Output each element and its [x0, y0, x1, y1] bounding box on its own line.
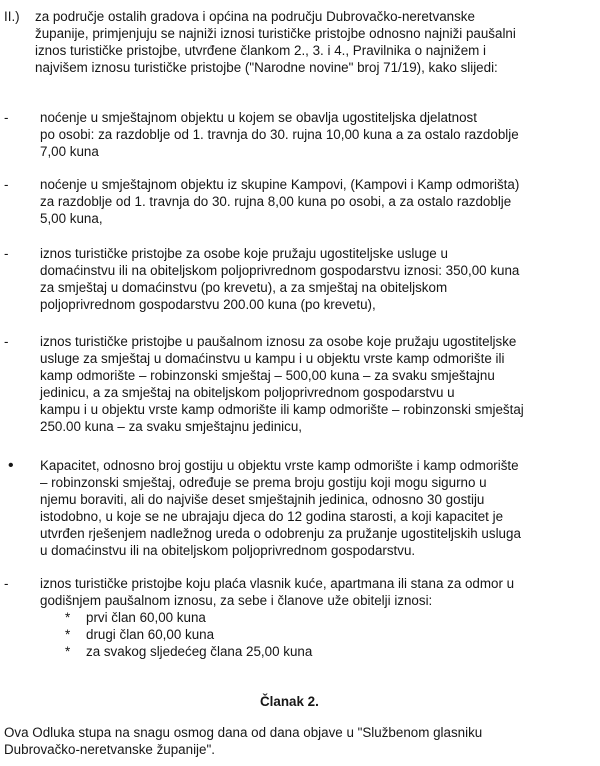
list-item-line: domaćinstvu ili na obiteljskom poljoprivrednom gospodarstvu iznosi: 350,00 kuna: [40, 263, 520, 278]
list-item-marker: -: [4, 246, 9, 261]
list-item-line: istodobno, u koje se ne ubrajaju djeca do 12 godina starosti, a koji kapacitet je: [40, 509, 504, 524]
list-item-marker: -: [4, 576, 9, 591]
list-item-marker: -: [4, 110, 9, 125]
list-item-line: iznos turističke pristojbe u paušalnom iznosu za osobe koje pružaju ugostiteljske: [40, 334, 517, 349]
list-item-line: iznos turističke pristojbe koju plaća vlasnik kuće, apartmana ili stana za odmor u: [40, 576, 515, 591]
list-item-line: noćenje u smještajnom objektu u kojem se obavlja ugostiteljska djelatnost: [40, 110, 477, 125]
list-item-marker: -: [4, 334, 9, 349]
list-item-line: po osobi: za razdoblje od 1. travnja do 30. rujna 10,00 kuna a za ostalo razdoblje: [40, 127, 519, 142]
sublist-item-text: prvi član 60,00 kuna: [86, 610, 206, 625]
list-item-line: njemu boraviti, ali do najviše deset smještajnih jedinica, odnosno 30 gostiju: [40, 492, 485, 507]
list-item-line: za razdoblje od 1. travnja do 30. rujna 8,00 kuna po osobi, a za ostalo razdoblje: [40, 194, 512, 209]
section-ii-line: iznos turističke pristojbe, utvrđene člankom 2., 3. i 4., Pravilnika o najnižem i: [35, 43, 487, 58]
section-ii-line: najvišem iznosu turističke pristojbe ("Narodne novine" broj 71/19), kako slijedi:: [35, 60, 498, 75]
sublist-item-marker: *: [65, 610, 71, 625]
sublist-item-marker: *: [65, 644, 71, 659]
sublist-item-text: drugi član 60,00 kuna: [86, 627, 215, 642]
list-item-line: kamp odmorište – robinzonski smještaj – 500,00 kuna – za svaku smještajnu: [40, 368, 495, 383]
article-heading: Članak 2.: [260, 694, 319, 709]
section-ii-marker: II.): [4, 9, 20, 24]
list-item-marker: -: [4, 177, 9, 192]
list-item-line: jedinicu, a za smještaj na obiteljskom poljoprivrednom gospodarstvu u: [40, 385, 455, 400]
list-item-line: Kapacitet, odnosno broj gostiju u objektu vrste kamp odmorište i kamp odmorište: [40, 458, 519, 473]
sublist-item-marker: *: [65, 627, 71, 642]
sublist-item-text: za svakog sljedećeg člana 25,00 kuna: [86, 644, 313, 659]
article-line: Dubrovačko-neretvanske županije".: [4, 742, 215, 757]
list-item-line: noćenje u smještajnom objektu iz skupine Kampovi, (Kampovi i Kamp odmorišta): [40, 177, 520, 192]
list-item-line: utvrđen rješenjem nadležnog ureda o odobrenju za pružanje ugostiteljskih usluga: [40, 526, 521, 541]
list-item-line: 7,00 kuna: [40, 144, 99, 159]
list-item-line: u domaćinstvu ili na obiteljskom poljoprivrednom gospodarstvu.: [40, 543, 416, 558]
list-item-line: kampu i u objektu vrste kamp odmorište ili kamp odmorište – robinzonski smještaj: [40, 402, 524, 417]
list-item-line: 250.00 kuna – za svaku smještajnu jedinicu,: [40, 419, 303, 434]
list-item-line: – robinzonski smještaj, određuje se prema broju gostiju koji mogu sigurno u: [40, 475, 487, 490]
list-item-line: poljoprivrednom gospodarstvu 200.00 kuna (po krevetu),: [40, 297, 376, 312]
list-item-line: 5,00 kuna,: [40, 211, 103, 226]
list-item-line: iznos turističke pristojbe za osobe koje pružaju ugostiteljske usluge u: [40, 246, 448, 261]
section-ii-line: županije, primjenjuju se najniži iznosi turističke pristojbe odnosno najniži paušalni: [35, 26, 516, 41]
list-item-line: za smještaj u domaćinstvu (po krevetu), a za smještaj na obiteljskom: [40, 280, 448, 295]
section-ii-line: za područje ostalih gradova i općina na području Dubrovačko-neretvanske: [35, 9, 475, 24]
list-item-line: usluge za smještaj u domaćinstvu u kampu i u objektu vrste kamp odmorište ili: [40, 351, 505, 366]
list-item-line: godišnjem paušalnom iznosu, za sebe i članove uže obitelji iznosi:: [40, 593, 433, 608]
article-line: Ova Odluka stupa na snagu osmog dana od dana objave u "Službenom glasniku: [4, 725, 483, 740]
bullet-icon: •: [8, 457, 14, 474]
